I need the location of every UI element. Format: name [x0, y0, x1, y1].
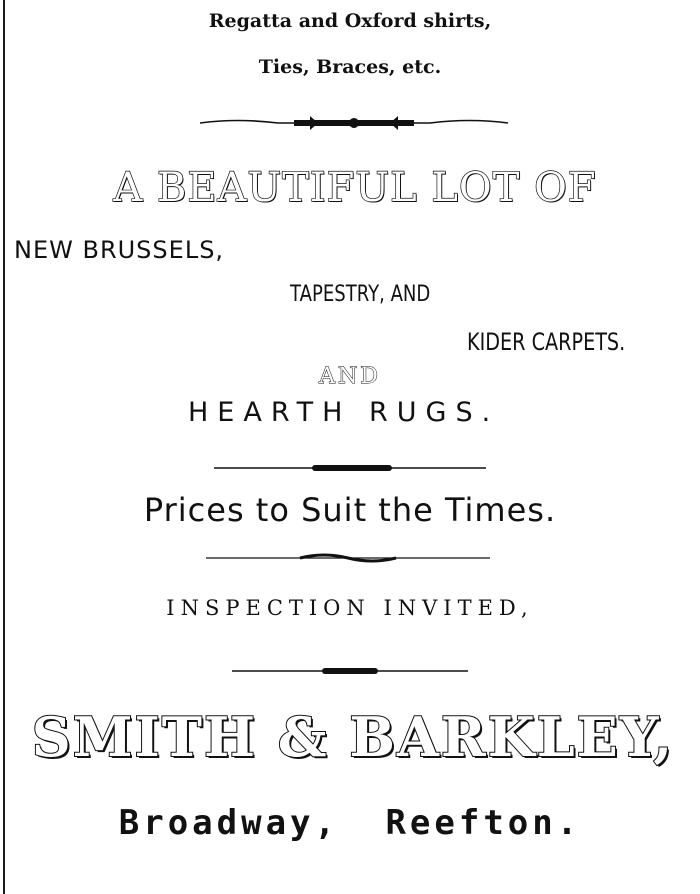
left-border-rule	[3, 0, 5, 894]
firm-name: SMITH & BARKLEY,	[31, 705, 675, 769]
kider-carpets-line: KIDER CARPETS.	[467, 328, 626, 356]
ornament-divider-4	[230, 663, 470, 679]
ornament-divider-3	[204, 550, 492, 566]
brussels-line: NEW BRUSSELS,	[14, 236, 225, 264]
ornament-divider-1	[198, 112, 510, 134]
headline: A BEAUTIFUL LOT OF	[113, 165, 597, 211]
shirts-line: Regatta and Oxford shirts,	[208, 10, 492, 32]
tapestry-line: TAPESTRY, AND	[290, 282, 431, 307]
prices-line: Prices to Suit the Times.	[143, 491, 557, 529]
ornament-divider-2	[212, 460, 488, 476]
ties-line: Ties, Braces, etc.	[258, 56, 442, 78]
hearth-rugs-line: HEARTH RUGS.	[188, 397, 500, 428]
inspection-line: INSPECTION INVITED,	[166, 596, 534, 620]
address-line: Broadway, Reefton.	[118, 803, 582, 843]
and-line: AND	[319, 364, 381, 389]
